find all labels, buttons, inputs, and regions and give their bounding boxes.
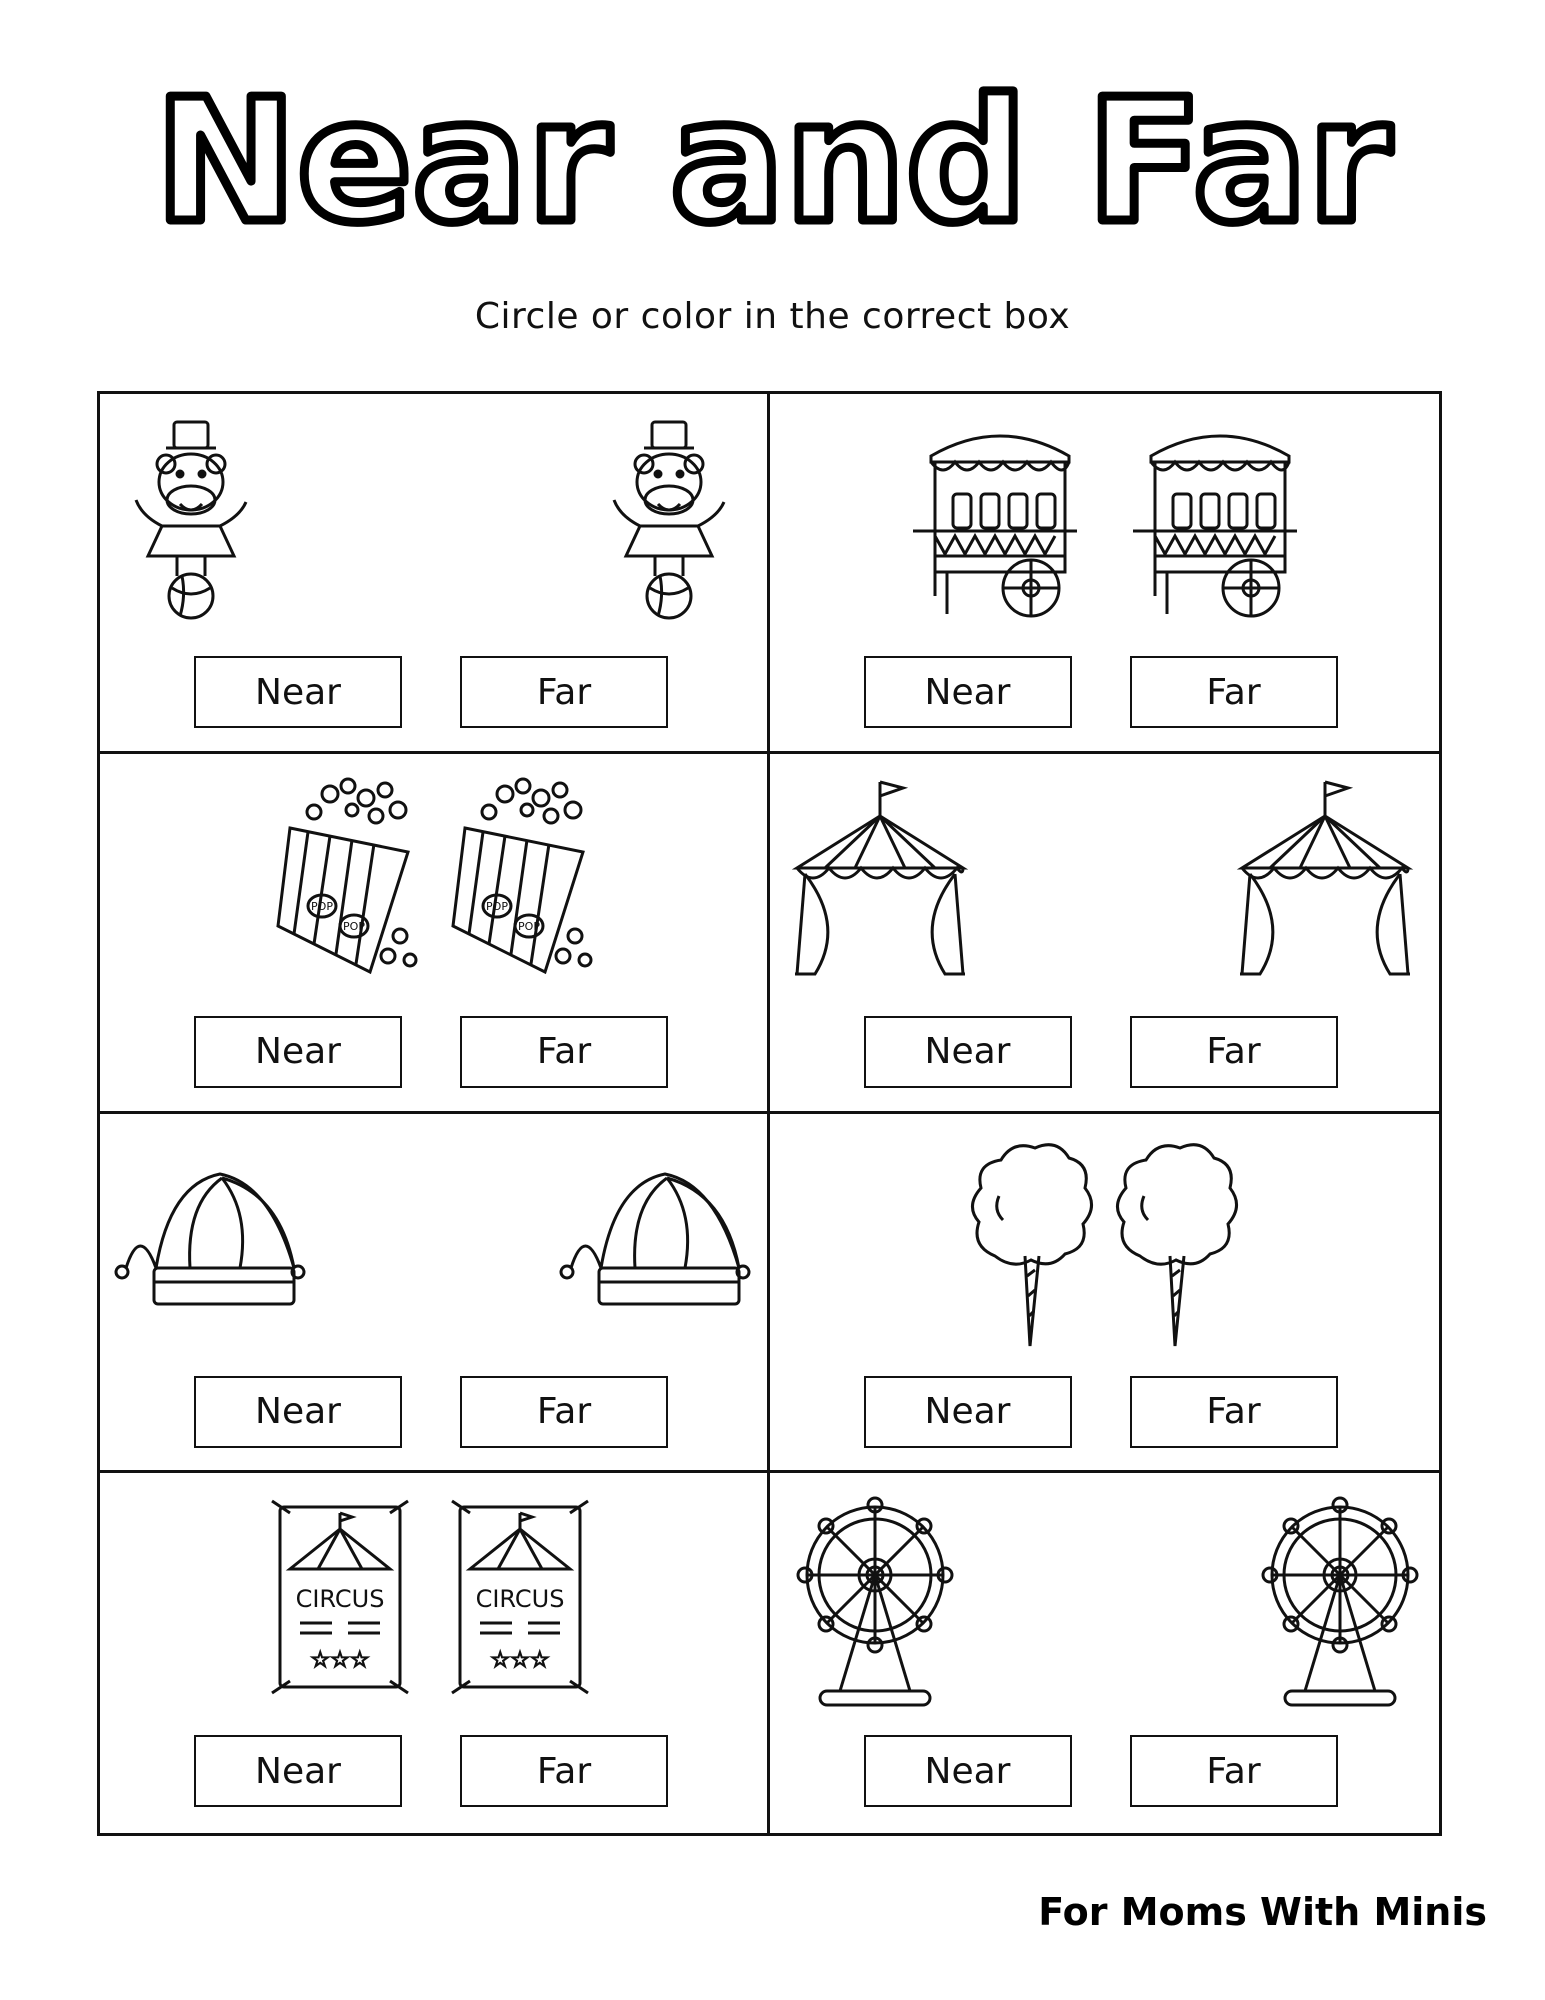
exercise-cell-ferris-wheel bbox=[770, 1473, 1440, 1833]
popcorn-far-icon bbox=[445, 776, 605, 986]
near-option-box[interactable]: Near bbox=[864, 1016, 1072, 1088]
hippo-far-icon bbox=[600, 416, 740, 626]
near-option-box[interactable]: Near bbox=[194, 1735, 402, 1807]
hippo-near-icon bbox=[122, 416, 262, 626]
far-option-box[interactable]: Far bbox=[460, 1376, 668, 1448]
exercise-cell-popcorn bbox=[100, 754, 770, 1114]
brand-signature: For Moms With Minis bbox=[1038, 1890, 1487, 1934]
ferris-wheel-near-icon bbox=[790, 1495, 960, 1715]
exercise-cell-cotton-candy bbox=[770, 1114, 1440, 1474]
far-option-box[interactable]: Far bbox=[1130, 656, 1338, 728]
cart-near-icon bbox=[905, 416, 1095, 626]
exercise-cell-jester-hat bbox=[100, 1114, 770, 1474]
jester-hat-near-icon bbox=[110, 1164, 310, 1314]
page-title bbox=[0, 55, 1545, 261]
svg-text:POP: POP bbox=[518, 919, 540, 933]
near-option-box[interactable]: Near bbox=[864, 656, 1072, 728]
exercise-cell-poster bbox=[100, 1473, 770, 1833]
jester-hat-far-icon bbox=[555, 1164, 755, 1314]
title-outline-text bbox=[154, 55, 1391, 261]
exercise-cell-cart bbox=[770, 394, 1440, 754]
tent-far-icon bbox=[1230, 776, 1420, 986]
svg-text:POP: POP bbox=[343, 919, 365, 933]
far-option-box[interactable]: Far bbox=[1130, 1376, 1338, 1448]
svg-text:POP: POP bbox=[486, 899, 508, 913]
cart-far-icon bbox=[1125, 416, 1315, 626]
exercise-cell-tent bbox=[770, 754, 1440, 1114]
near-option-box[interactable]: Near bbox=[194, 1016, 402, 1088]
far-option-box[interactable]: Far bbox=[460, 1735, 668, 1807]
exercise-cell-hippo bbox=[100, 394, 770, 754]
far-option-box[interactable]: Far bbox=[460, 656, 668, 728]
ferris-wheel-far-icon bbox=[1255, 1495, 1425, 1715]
svg-text:☆☆☆: ☆☆☆ bbox=[310, 1647, 370, 1673]
tent-near-icon bbox=[785, 776, 975, 986]
near-option-box[interactable]: Near bbox=[864, 1735, 1072, 1807]
instruction-text: Circle or color in the correct box bbox=[474, 296, 1071, 337]
circus-poster-near-icon bbox=[260, 1495, 420, 1705]
popcorn-near-icon bbox=[270, 776, 430, 986]
svg-text:POP: POP bbox=[311, 899, 333, 913]
circus-poster-far-icon bbox=[440, 1495, 600, 1705]
near-option-box[interactable]: Near bbox=[194, 656, 402, 728]
near-option-box[interactable]: Near bbox=[864, 1376, 1072, 1448]
svg-text:CIRCUS: CIRCUS bbox=[475, 1585, 565, 1614]
far-option-box[interactable]: Far bbox=[1130, 1016, 1338, 1088]
exercise-grid bbox=[97, 391, 1442, 1836]
near-option-box[interactable]: Near bbox=[194, 1376, 402, 1448]
cotton-candy-far-icon bbox=[1110, 1136, 1240, 1356]
svg-text:CIRCUS: CIRCUS bbox=[295, 1585, 385, 1614]
far-option-box[interactable]: Far bbox=[460, 1016, 668, 1088]
svg-text:Near and Far: Near and Far bbox=[154, 63, 1391, 261]
far-option-box[interactable]: Far bbox=[1130, 1735, 1338, 1807]
svg-text:☆☆☆: ☆☆☆ bbox=[490, 1647, 550, 1673]
cotton-candy-near-icon bbox=[965, 1136, 1095, 1356]
